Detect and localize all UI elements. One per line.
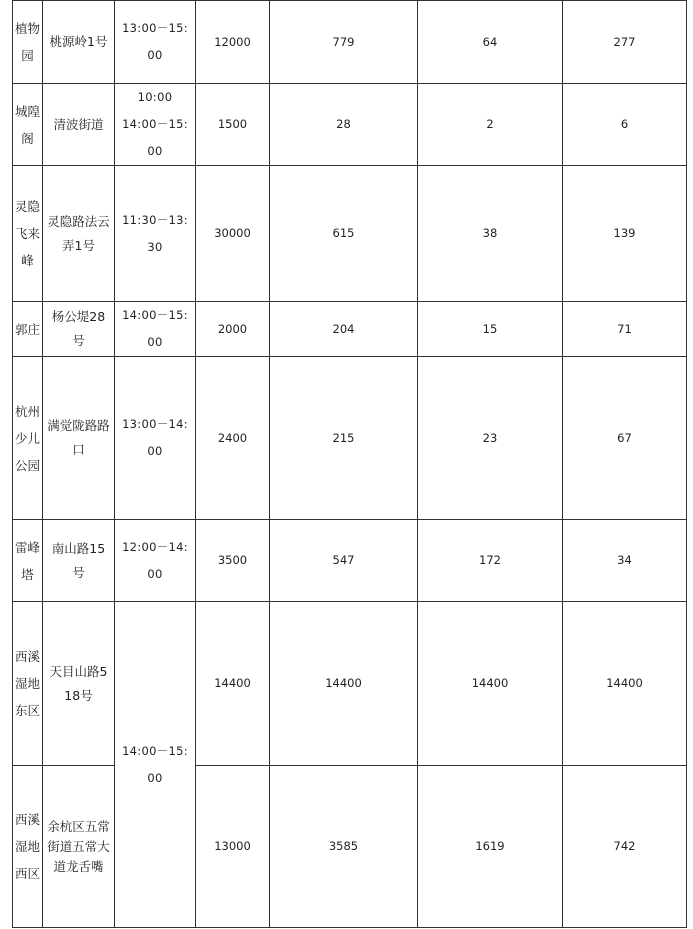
table-row (13, 166, 687, 302)
cell-value: 14400 (270, 602, 418, 766)
cell-value: 71 (563, 302, 687, 357)
spot-name: 灵隐飞来峰 (13, 166, 43, 302)
scenic-spots-table (12, 0, 687, 928)
spot-name: 西溪湿地西区 (13, 766, 43, 928)
spot-hours: 11:30－13:30 (115, 166, 196, 302)
spot-name: 城隍阁 (13, 84, 43, 166)
cell-value: 204 (270, 302, 418, 357)
spot-hours-line1: 10:00 (137, 90, 173, 104)
cell-value: 14400 (418, 602, 563, 766)
table-row (13, 302, 687, 357)
cell-value: 547 (270, 520, 418, 602)
spot-name: 植物园 (13, 1, 43, 84)
spot-name: 杭州少儿公园 (13, 357, 43, 520)
cell-value: 13000 (196, 766, 270, 928)
spot-hours: 14:00－15:00 (115, 602, 196, 928)
table-row (13, 602, 687, 766)
spot-hours: 13:00－14:00 (115, 357, 196, 520)
spot-address: 桃源岭1号 (43, 1, 115, 84)
cell-value: 64 (418, 1, 563, 84)
cell-value: 1619 (418, 766, 563, 928)
cell-value: 34 (563, 520, 687, 602)
table-row (13, 766, 687, 928)
spot-hours: 13:00－15:00 (115, 1, 196, 84)
table-row (13, 357, 687, 520)
cell-value: 1500 (196, 84, 270, 166)
cell-value: 139 (563, 166, 687, 302)
spot-hours: 12:00－14:00 (115, 520, 196, 602)
spot-hours-line2: 14:00－15:00 (122, 117, 188, 158)
cell-value: 30000 (196, 166, 270, 302)
cell-value: 615 (270, 166, 418, 302)
cell-value: 215 (270, 357, 418, 520)
cell-value: 67 (563, 357, 687, 520)
cell-value: 14400 (196, 602, 270, 766)
spot-address: 余杭区五常街道五常大道龙舌嘴 (43, 766, 115, 928)
spot-address: 清波街道 (43, 84, 115, 166)
spot-address: 南山路15号 (43, 520, 115, 602)
spot-address: 杨公堤28号 (43, 302, 115, 357)
spot-name: 郭庄 (13, 302, 43, 357)
cell-value: 3500 (196, 520, 270, 602)
cell-value: 23 (418, 357, 563, 520)
spot-name: 西溪湿地东区 (13, 602, 43, 766)
table-row (13, 520, 687, 602)
cell-value: 172 (418, 520, 563, 602)
spot-hours (115, 84, 196, 166)
table-row (13, 84, 687, 166)
cell-value: 12000 (196, 1, 270, 84)
cell-value: 14400 (563, 602, 687, 766)
spot-name: 雷峰塔 (13, 520, 43, 602)
cell-value: 2000 (196, 302, 270, 357)
cell-value: 3585 (270, 766, 418, 928)
spot-address: 满觉陇路路口 (43, 357, 115, 520)
cell-value: 15 (418, 302, 563, 357)
cell-value: 38 (418, 166, 563, 302)
spot-address: 天目山路518号 (43, 602, 115, 766)
cell-value: 2400 (196, 357, 270, 520)
cell-value: 742 (563, 766, 687, 928)
cell-value: 779 (270, 1, 418, 84)
cell-value: 6 (563, 84, 687, 166)
spot-hours: 14:00－15:00 (115, 302, 196, 357)
spot-address: 灵隐路法云弄1号 (43, 166, 115, 302)
cell-value: 2 (418, 84, 563, 166)
cell-value: 277 (563, 1, 687, 84)
cell-value: 28 (270, 84, 418, 166)
table-row (13, 1, 687, 84)
